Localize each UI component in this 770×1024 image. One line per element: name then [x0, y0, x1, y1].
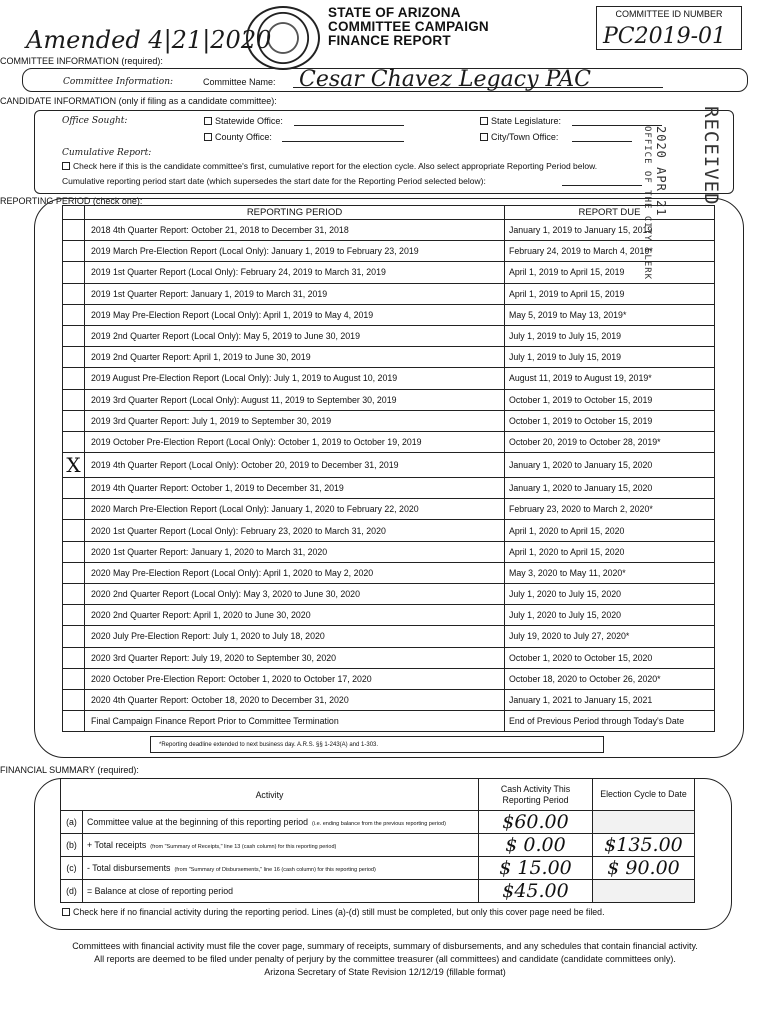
title-line: STATE OF ARIZONA	[328, 5, 461, 20]
period-checkbox[interactable]	[63, 220, 85, 241]
reporting-period-row[interactable]	[63, 241, 715, 262]
due-label: October 20, 2019 to October 28, 2019*	[505, 431, 715, 452]
period-checkbox[interactable]	[63, 304, 85, 325]
activity-label: - Total disbursements	[87, 863, 171, 873]
committee-info-label: Committee Information:	[63, 77, 174, 87]
committee-info-box	[22, 68, 748, 92]
office-sought-label: Office Sought:	[62, 116, 128, 126]
cycle-amount[interactable]	[593, 880, 695, 903]
reporting-period-row[interactable]	[63, 220, 715, 241]
period-label: 2019 4th Quarter Report (Local Only): October 20, 2019 to December 31, 2019	[85, 453, 505, 478]
state-legislature-checkbox[interactable]	[480, 117, 488, 125]
amended-note: Amended 4|21|2020	[26, 26, 272, 54]
due-label: January 1, 2020 to January 15, 2020	[505, 478, 715, 499]
due-col-header: REPORT DUE	[505, 206, 715, 220]
period-checkbox[interactable]	[63, 431, 85, 452]
due-label: July 1, 2020 to July 15, 2020	[505, 584, 715, 605]
activity-note: (from "Summary of Receipts," line 13 (cash column) for this reporting period)	[150, 844, 337, 850]
received-stamp-text: RECEIVED	[700, 106, 722, 206]
due-label: February 23, 2020 to March 2, 2020*	[505, 499, 715, 520]
period-label: 2018 4th Quarter Report: October 21, 2018 to December 31, 2018	[85, 220, 505, 241]
footer-line3: Arizona Secretary of State Revision 12/12/19 (fillable format)	[264, 967, 506, 977]
cash-amount[interactable]: $45.00	[479, 880, 593, 903]
due-label: October 18, 2020 to October 26, 2020*	[505, 668, 715, 689]
period-label: 2019 May Pre-Election Report (Local Only): April 1, 2019 to May 4, 2019	[85, 304, 505, 325]
cumulative-checkbox[interactable]	[62, 162, 70, 170]
financial-summary-row	[61, 834, 695, 857]
cumulative-date-line[interactable]	[562, 176, 642, 186]
period-label: 2019 3rd Quarter Report (Local Only): August 11, 2019 to September 30, 2019	[85, 389, 505, 410]
period-checkbox[interactable]	[63, 711, 85, 732]
reporting-period-row[interactable]	[63, 541, 715, 562]
row-letter: (a)	[61, 811, 83, 834]
reporting-period-row[interactable]	[63, 584, 715, 605]
cash-col-header: Cash Activity This Reporting Period	[479, 779, 593, 811]
due-label: August 11, 2019 to August 19, 2019*	[505, 368, 715, 389]
city-line[interactable]	[572, 132, 632, 142]
activity-label: = Balance at close of reporting period	[87, 886, 233, 896]
due-label: May 5, 2019 to May 13, 2019*	[505, 304, 715, 325]
period-label: 2019 2nd Quarter Report (Local Only): May 5, 2019 to June 30, 2019	[85, 325, 505, 346]
committee-name-line	[293, 87, 663, 88]
reporting-period-row[interactable]	[63, 283, 715, 304]
no-activity-text: Check here if no financial activity during the reporting period. Lines (a)-(d) still must be completed, but only this cover page need be filed.	[73, 907, 605, 917]
committee-name-label: Committee Name:	[203, 77, 276, 87]
reporting-period-row[interactable]	[63, 626, 715, 647]
cycle-amount[interactable]: $135.00	[593, 834, 695, 857]
reporting-period-row[interactable]	[63, 368, 715, 389]
period-checkbox[interactable]	[63, 541, 85, 562]
county-office[interactable]	[204, 132, 272, 142]
candidate-info-title: CANDIDATE INFORMATION (only if filing as a candidate committee):	[0, 96, 277, 106]
cash-amount[interactable]: $ 0.00	[479, 834, 593, 857]
activity-cell	[83, 857, 479, 880]
period-checkbox[interactable]	[63, 520, 85, 541]
reporting-period-row[interactable]	[63, 304, 715, 325]
period-label: 2020 2nd Quarter Report (Local Only): May 3, 2020 to June 30, 2020	[85, 584, 505, 605]
reporting-period-row[interactable]	[63, 478, 715, 499]
period-col-header: REPORTING PERIOD	[85, 206, 505, 220]
period-checkbox[interactable]: X	[63, 453, 85, 478]
due-label: End of Previous Period through Today's Date	[505, 711, 715, 732]
cumulative-checkbox-row[interactable]	[62, 161, 597, 171]
state-legislature[interactable]	[480, 116, 561, 126]
title-line: COMMITTEE CAMPAIGN	[328, 19, 489, 34]
activity-note: (i.e. ending balance from the previous reporting period)	[312, 821, 446, 827]
period-label: 2019 1st Quarter Report (Local Only): February 24, 2019 to March 31, 2019	[85, 262, 505, 283]
county-label: County Office:	[215, 132, 272, 142]
reporting-period-title: REPORTING PERIOD (check one):	[0, 196, 143, 206]
due-label: February 24, 2019 to March 4, 2019*	[505, 241, 715, 262]
committee-id-value[interactable]: PC2019-01	[603, 24, 727, 49]
period-checkbox[interactable]	[63, 689, 85, 710]
period-checkbox[interactable]	[63, 241, 85, 262]
reporting-period-row[interactable]	[63, 262, 715, 283]
received-stamp-office: OFFICE OF THE CITY CLERK	[642, 126, 652, 281]
cumulative-report-label: Cumulative Report:	[62, 148, 152, 158]
cash-amount[interactable]: $60.00	[479, 811, 593, 834]
county-checkbox[interactable]	[204, 133, 212, 141]
activity-cell	[83, 880, 479, 903]
cumulative-line1: Check here if this is the candidate committee's first, cumulative report for the election cycle. Also select appropriate Reporting Period below.	[73, 161, 598, 171]
period-checkbox[interactable]	[63, 283, 85, 304]
due-label: July 1, 2019 to July 15, 2019	[505, 347, 715, 368]
activity-cell	[83, 834, 479, 857]
period-label: 2020 October Pre-Election Report: October 1, 2020 to October 17, 2020	[85, 668, 505, 689]
form-title	[328, 6, 489, 48]
period-checkbox[interactable]	[63, 368, 85, 389]
due-label: October 1, 2019 to October 15, 2019	[505, 410, 715, 431]
city-label: City/Town Office:	[491, 132, 559, 142]
due-label: May 3, 2020 to May 11, 2020*	[505, 562, 715, 583]
city-checkbox[interactable]	[480, 133, 488, 141]
state-legislature-label: State Legislature:	[491, 116, 562, 126]
reporting-period-row[interactable]	[63, 499, 715, 520]
financial-summary-row	[61, 857, 695, 880]
title-line: FINANCE REPORT	[328, 33, 451, 48]
period-checkbox[interactable]	[63, 410, 85, 431]
financial-summary-row	[61, 811, 695, 834]
due-label: April 1, 2019 to April 15, 2019	[505, 262, 715, 283]
period-checkbox[interactable]	[63, 626, 85, 647]
reporting-period-row[interactable]	[63, 325, 715, 346]
due-label: July 19, 2020 to July 27, 2020*	[505, 626, 715, 647]
due-label: July 1, 2019 to July 15, 2019	[505, 325, 715, 346]
due-label: April 1, 2020 to April 15, 2020	[505, 541, 715, 562]
due-label: January 1, 2019 to January 15, 2019	[505, 220, 715, 241]
deadline-footnote: *Reporting deadline extended to next business day. A.R.S. §§ 1-243(A) and 1-303.	[150, 736, 604, 753]
period-checkbox[interactable]	[63, 347, 85, 368]
activity-note: (from "Summary of Disbursements," line 16 (cash column) for this reporting period)	[174, 867, 376, 873]
reporting-period-row[interactable]	[63, 605, 715, 626]
committee-info-title: COMMITTEE INFORMATION (required):	[0, 56, 163, 66]
footer	[0, 940, 770, 979]
period-checkbox[interactable]	[63, 325, 85, 346]
period-label: 2019 2nd Quarter Report: April 1, 2019 to June 30, 2019	[85, 347, 505, 368]
period-label: 2020 1st Quarter Report (Local Only): February 23, 2020 to March 31, 2020	[85, 520, 505, 541]
footer-line2: All reports are deemed to be filed under penalty of perjury by the committee treasurer (all committees) and candidate (candidate committees only).	[94, 954, 676, 964]
period-label: Final Campaign Finance Report Prior to Committee Termination	[85, 711, 505, 732]
due-label: April 1, 2019 to April 15, 2019	[505, 283, 715, 304]
row-letter: (b)	[61, 834, 83, 857]
reporting-period-row[interactable]	[63, 647, 715, 668]
period-checkbox[interactable]	[63, 584, 85, 605]
period-label: 2020 2nd Quarter Report: April 1, 2020 to June 30, 2020	[85, 605, 505, 626]
reporting-period-row[interactable]	[63, 689, 715, 710]
period-label: 2019 October Pre-Election Report (Local Only): October 1, 2019 to October 19, 2019	[85, 431, 505, 452]
due-label: October 1, 2020 to October 15, 2020	[505, 647, 715, 668]
reporting-period-row[interactable]	[63, 347, 715, 368]
reporting-period-row[interactable]	[63, 711, 715, 732]
financial-summary-header	[61, 779, 695, 811]
period-checkbox[interactable]	[63, 499, 85, 520]
no-activity-row[interactable]	[62, 907, 605, 917]
committee-name-value[interactable]: Cesar Chavez Legacy PAC	[299, 67, 591, 92]
due-label: July 1, 2020 to July 15, 2020	[505, 605, 715, 626]
check-col-header	[63, 206, 85, 220]
footer-line1: Committees with financial activity must file the cover page, summary of receipts, summary of disbursements, and any schedules that contain financial activity.	[72, 941, 698, 951]
period-label: 2019 August Pre-Election Report (Local Only): July 1, 2019 to August 10, 2019	[85, 368, 505, 389]
cycle-amount[interactable]	[593, 811, 695, 834]
period-checkbox[interactable]	[63, 605, 85, 626]
due-label: January 1, 2021 to January 15, 2021	[505, 689, 715, 710]
row-letter: (c)	[61, 857, 83, 880]
city-office[interactable]	[480, 132, 558, 142]
activity-col-header: Activity	[61, 779, 479, 811]
activity-label: Committee value at the beginning of this reporting period	[87, 817, 309, 827]
statewide-label: Statewide Office:	[215, 116, 283, 126]
period-checkbox[interactable]	[63, 478, 85, 499]
no-activity-checkbox[interactable]	[62, 908, 70, 916]
activity-label: + Total receipts	[87, 840, 147, 850]
period-checkbox[interactable]	[63, 389, 85, 410]
period-label: 2020 4th Quarter Report: October 18, 2020 to December 31, 2020	[85, 689, 505, 710]
committee-id-label: COMMITTEE ID NUMBER	[615, 9, 723, 19]
period-label: 2019 March Pre-Election Report (Local Only): January 1, 2019 to February 23, 2019	[85, 241, 505, 262]
statewide-checkbox[interactable]	[204, 117, 212, 125]
county-line[interactable]	[282, 132, 404, 142]
cumulative-line2: Cumulative reporting period start date (which supersedes the start date for the Reporting Period selected below):	[62, 176, 486, 186]
period-label: 2019 3rd Quarter Report: July 1, 2019 to September 30, 2019	[85, 410, 505, 431]
financial-summary-title: FINANCIAL SUMMARY (required):	[0, 765, 139, 775]
reporting-period-header	[63, 206, 715, 220]
reporting-period-row[interactable]	[63, 668, 715, 689]
received-stamp-date: 2020 APR 21	[654, 126, 668, 217]
activity-cell	[83, 811, 479, 834]
period-checkbox[interactable]	[63, 647, 85, 668]
period-label: 2020 1st Quarter Report: January 1, 2020 to March 31, 2020	[85, 541, 505, 562]
reporting-period-row[interactable]	[63, 410, 715, 431]
period-checkbox[interactable]	[63, 668, 85, 689]
financial-summary-table	[60, 778, 695, 903]
period-label: 2019 1st Quarter Report: January 1, 2019 to March 31, 2019	[85, 283, 505, 304]
period-label: 2020 3rd Quarter Report: July 19, 2020 to September 30, 2020	[85, 647, 505, 668]
period-checkbox[interactable]	[63, 562, 85, 583]
due-label: January 1, 2020 to January 15, 2020	[505, 453, 715, 478]
state-legislature-line[interactable]	[572, 116, 662, 126]
cycle-col-header: Election Cycle to Date	[593, 779, 695, 811]
reporting-period-row[interactable]	[63, 389, 715, 410]
cash-amount[interactable]: $ 15.00	[479, 857, 593, 880]
reporting-period-row[interactable]	[63, 520, 715, 541]
period-label: 2019 4th Quarter Report: October 1, 2019 to December 31, 2019	[85, 478, 505, 499]
reporting-period-table	[62, 205, 715, 732]
period-label: 2020 July Pre-Election Report: July 1, 2020 to July 18, 2020	[85, 626, 505, 647]
reporting-period-row[interactable]	[63, 431, 715, 452]
committee-id-box	[596, 6, 742, 50]
cycle-amount[interactable]: $ 90.00	[593, 857, 695, 880]
due-label: October 1, 2019 to October 15, 2019	[505, 389, 715, 410]
reporting-period-row[interactable]	[63, 562, 715, 583]
due-label: April 1, 2020 to April 15, 2020	[505, 520, 715, 541]
financial-summary-row	[61, 880, 695, 903]
reporting-period-row[interactable]	[63, 453, 715, 478]
period-label: 2020 March Pre-Election Report (Local Only): January 1, 2020 to February 22, 2020	[85, 499, 505, 520]
period-label: 2020 May Pre-Election Report (Local Only): April 1, 2020 to May 2, 2020	[85, 562, 505, 583]
statewide-line[interactable]	[294, 116, 404, 126]
row-letter: (d)	[61, 880, 83, 903]
period-checkbox[interactable]	[63, 262, 85, 283]
statewide-office[interactable]	[204, 116, 283, 126]
